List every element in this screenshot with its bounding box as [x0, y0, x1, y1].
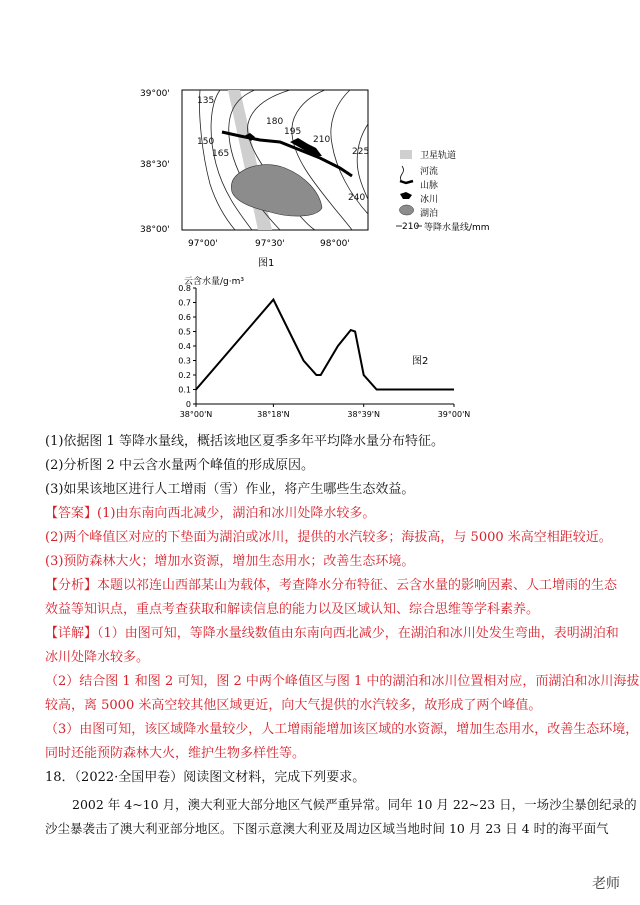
figure-1-map: [140, 84, 500, 274]
mountain-symbol: [400, 181, 413, 183]
question-18-text: 2002 年 4~10 月，澳大利亚大部分地区气候严重异常。同年 10 月 22~23 日，一场沙尘暴创纪录的: [72, 797, 637, 812]
x-tick-label: 38°18'N: [257, 410, 290, 419]
answer-line: (3)预防森林大火；增加水资源，增加生态用水；改善生态环境。: [45, 554, 415, 569]
x-tick-label: 38°00'N: [179, 410, 213, 419]
y-tick-label: 0.2: [178, 371, 191, 380]
isohyet-line: [199, 90, 235, 230]
x-tick-label: 38°39'N: [347, 410, 380, 419]
satellite-track-swatch: [400, 150, 412, 159]
contour-label: 195: [284, 127, 302, 137]
y-tick-label: 0.4: [178, 342, 191, 351]
cloud-water-series-line: [196, 300, 454, 390]
lon-label: 97°00': [188, 239, 218, 249]
contour-label: 210: [313, 135, 331, 145]
legend: [396, 149, 490, 233]
lat-label: 38°00': [140, 225, 170, 235]
river-symbol: [401, 166, 404, 182]
detail-line: 【详解】（1）由图可知，等降水量线数值由东南向西北减少，在湖泊和冰川处发生弯曲，表明湖泊和: [45, 626, 619, 641]
y-tick-label: 0.6: [178, 313, 191, 322]
detail-line: 较高，离 5000 米高空较其他区域更近，向大气提供的水汽较多，故形成了两个峰值。: [45, 698, 542, 713]
y-tick-label: 0.8: [178, 284, 191, 293]
contour-label: 180: [266, 117, 284, 127]
question-2: (2)分析图 2 中云含水量两个峰值的形成原因。: [45, 458, 314, 473]
chart-ylabel: 云含水量/g·m³: [184, 277, 244, 287]
analysis-line: 【分析】本题以祁连山西部某山为载体，考查降水分布特征、云含水量的影响因素、人工增雨的生态: [45, 578, 618, 593]
x-tick-label: 39°00'N: [437, 410, 470, 419]
lat-label: 38°30': [140, 160, 170, 170]
y-tick-label: 0.5: [178, 327, 191, 337]
analysis-line: 效益等知识点，重点考查获取和解读信息的能力以及区域认知、综合思维等学科素养。: [45, 602, 540, 617]
detail-line: （3）由图可知，该区域降水量较少，人工增雨能增加该区域的水资源，增加生态用水，改善生态环境，: [45, 722, 639, 737]
contour-label: 135: [197, 96, 215, 106]
contour-label: 225: [352, 147, 370, 157]
figure-1-caption: 图1: [258, 258, 275, 269]
glacier-symbol: [400, 192, 412, 199]
contour-label: 240: [348, 193, 366, 203]
figure-2: [160, 272, 470, 422]
figure-1: [140, 84, 500, 274]
legend-label: 山脉: [420, 181, 439, 191]
y-tick-label: 0.1: [178, 385, 191, 395]
isohyet-value: 210: [402, 222, 420, 232]
detail-line: （2）结合图 1 和图 2 可知，图 2 中两个峰值区与图 1 中的湖泊和冰川位置相对应，而湖泊和冰川海拔: [45, 674, 640, 689]
y-tick-label: 0.3: [178, 356, 191, 366]
lake: [231, 165, 322, 216]
detail-line: 冰川处降水较多。: [45, 650, 150, 665]
question-18-heading: 18．（2022·全国甲卷）阅读图文材料，完成下列要求。: [45, 770, 366, 785]
answer-line: (2)两个峰值区对应的下垫面为湖泊或冰川，提供的水汽较多；海拔高，与 5000 米高空相距较近。: [45, 530, 612, 545]
legend-label: 湖泊: [420, 209, 439, 219]
watermark: 老师: [592, 876, 620, 892]
question-3: (3)如果该地区进行人工增雨（雪）作业，将产生哪些生态效益。: [45, 482, 415, 497]
lat-label: 39°00': [140, 89, 170, 99]
chart-title: 图2: [412, 356, 429, 367]
legend-label: 河流: [420, 167, 439, 177]
lake-symbol: [399, 205, 413, 215]
detail-line: 同时还能预防森林大火，维护生物多样性等。: [45, 746, 306, 761]
contour-label: 165: [212, 149, 230, 159]
question-1: (1)依据图 1 等降水量线，概括该地区夏季多年平均降水量分布特征。: [45, 434, 444, 449]
answer-line: 【答案】(1)由东南向西北减少，湖泊和冰川处降水较多。: [45, 506, 376, 521]
question-18-text: 沙尘暴袭击了澳大利亚部分地区。下图示意澳大利亚及周边区域当地时间 10 月 23 日 4 时的海平面气: [45, 821, 609, 836]
legend-label: 卫星轨道: [420, 151, 457, 161]
y-tick-label: 0.7: [178, 298, 191, 308]
contour-label: 150: [197, 137, 215, 147]
legend-label: 等降水量线/mm: [424, 223, 490, 233]
isohyet-line: [357, 124, 368, 200]
figure-2-chart: [160, 272, 470, 422]
y-tick-label: 0: [185, 400, 191, 409]
legend-label: 冰川: [420, 195, 439, 205]
lon-label: 98°00': [320, 239, 350, 249]
lon-label: 97°30': [255, 239, 285, 249]
